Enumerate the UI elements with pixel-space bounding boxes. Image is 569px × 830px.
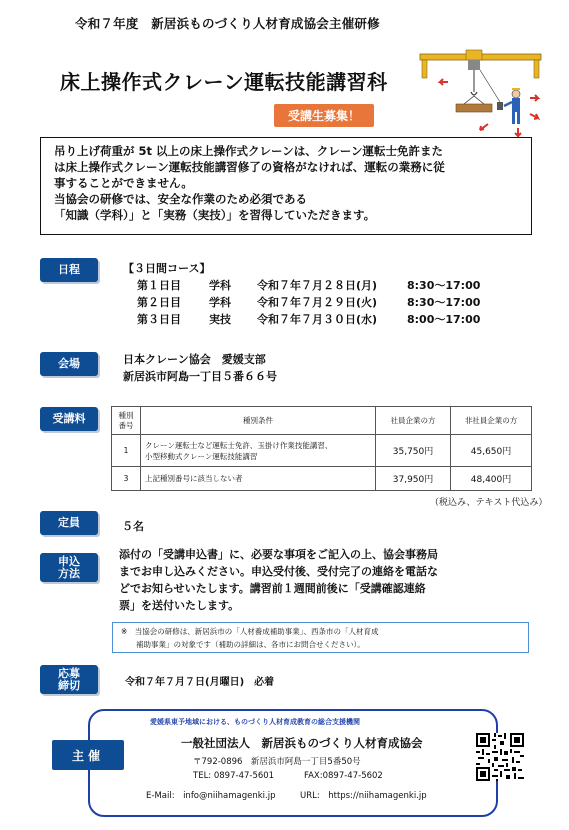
capacity-value: ５名 <box>122 520 144 533</box>
schedule-time: 8:00～17:00 <box>407 313 481 326</box>
qr-code-icon <box>476 733 524 781</box>
intro-box <box>40 137 532 235</box>
schedule-date: 令和７年７月３０日(水) <box>257 313 378 326</box>
fee-header-member: 社員企業の方 <box>376 407 451 435</box>
footer-url-link[interactable]: URL: https://niihamagenki.jp <box>300 791 427 801</box>
table-row <box>112 435 532 467</box>
table-row <box>112 467 532 491</box>
apply-line: どでお知らせいたします。講習前１週間前後に「受講確認連絡 <box>119 582 426 595</box>
organizer-line: 令和７年度 新居浜ものづくり人材育成協会主催研修 <box>75 16 380 31</box>
note-line: 補助事業」の対象です（補助の詳細は、各市にお問合せください）。 <box>121 640 365 649</box>
fee-code: 3 <box>112 467 141 491</box>
intro-line: 「知識（学科）」と「実務（実技）」を習得していただきます。 <box>54 208 376 222</box>
schedule-row <box>123 277 480 294</box>
footer-address: 〒792-0896 新居浜市阿島一丁目5番50号 <box>193 757 361 767</box>
schedule-label: 日程 <box>40 258 98 282</box>
schedule-type: 学科 <box>209 296 231 309</box>
schedule-row <box>123 311 480 328</box>
page-title: 床上操作式クレーン運転技能講習科 <box>60 70 388 94</box>
fee-member: 35,750円 <box>376 435 451 467</box>
schedule-day: 第２日目 <box>137 296 181 309</box>
footer-org: 一般社団法人 新居浜ものづくり人材育成協会 <box>181 736 423 750</box>
apply-line: までお申し込みください。申込受付後、受付完了の連絡を電話な <box>119 565 438 578</box>
footer-tel: TEL: 0897-47-5601 <box>193 771 275 781</box>
course-name: 【３日間コース】 <box>123 262 211 275</box>
deadline-label-line: 応募 <box>58 666 80 680</box>
deadline-label-line: 締切 <box>58 678 80 692</box>
footer-email-link[interactable]: E-Mail: info@niihamagenki.jp <box>146 791 276 801</box>
schedule-day: 第１日目 <box>137 279 181 292</box>
fee-nonmember: 45,650円 <box>451 435 532 467</box>
intro-line: 吊り上げ荷重が 5t 以上の床上操作式クレーンは、クレーン運転士免許また <box>54 144 444 158</box>
venue-name: 日本クレーン協会 愛媛支部 <box>123 353 266 366</box>
footer-fax: FAX:0897-47-5602 <box>304 771 383 781</box>
fee-table <box>111 406 532 491</box>
fee-condition: 上記種別番号に該当しない者 <box>141 467 376 491</box>
host-label: 主催 <box>52 740 124 770</box>
fee-header-row <box>112 407 532 435</box>
schedule-row <box>123 294 480 311</box>
schedule-date: 令和７年７月２８日(月) <box>257 279 378 292</box>
apply-label <box>40 553 98 582</box>
intro-line: 事することができません。 <box>54 176 193 190</box>
crane-illustration-icon <box>418 48 543 138</box>
tax-note: （税込み、テキスト代込み） <box>430 498 548 508</box>
footer-tagline: 愛媛県東予地域における、ものづくり人材育成教育の総合支援機関 <box>150 718 360 726</box>
schedule-day: 第３日目 <box>137 313 181 326</box>
fee-code: 1 <box>112 435 141 467</box>
venue-address: 新居浜市阿島一丁目５番６６号 <box>123 370 277 383</box>
fee-header-nonmember: 非社員企業の方 <box>451 407 532 435</box>
fee-condition <box>141 435 376 467</box>
apply-line: 票」を送付いたします。 <box>119 599 240 612</box>
schedule-type: 学科 <box>209 279 231 292</box>
fee-header-code: 種別 番号 <box>112 407 141 435</box>
fee-member: 37,950円 <box>376 467 451 491</box>
schedule-time: 8:30～17:00 <box>407 279 481 292</box>
fee-header-condition: 種別条件 <box>141 407 376 435</box>
apply-line: 添付の「受講申込書」に、必要な事項をご記入の上、協会事務局 <box>119 548 438 561</box>
intro-line: は床上操作式クレーン運転技能講習修了の資格がなければ、運転の業務に従 <box>54 160 445 174</box>
recruit-badge: 受講生募集！ <box>274 104 374 127</box>
venue-label: 会場 <box>40 352 98 376</box>
deadline-value: 令和７年７月７日(月曜日) 必着 <box>125 677 275 688</box>
fee-label: 受講料 <box>40 407 98 431</box>
fee-nonmember: 48,400円 <box>451 467 532 491</box>
fee-condition-line: 小型移動式クレーン運転技能講習 <box>145 451 258 461</box>
capacity-label: 定員 <box>40 511 98 535</box>
schedule-date: 令和７年７月２９日(火) <box>257 296 378 309</box>
intro-line: 当協会の研修では、安全な作業のため必須である <box>54 192 307 206</box>
apply-label-line: 申込 <box>58 554 80 568</box>
schedule-time: 8:30～17:00 <box>407 296 481 309</box>
apply-text <box>119 546 529 614</box>
subsidy-note <box>112 622 529 653</box>
apply-label-line: 方法 <box>58 566 80 580</box>
venue-block <box>123 351 277 385</box>
note-line: ※ 当協会の研修は、新居浜市の「人材養成補助事業」、西条市の「人材育成 <box>121 627 379 636</box>
schedule-block <box>123 260 480 328</box>
fee-condition-line: クレーン運転士など運転士免許、玉掛け作業技能講習、 <box>145 440 333 450</box>
schedule-type: 実技 <box>209 313 231 326</box>
deadline-label <box>40 665 98 694</box>
